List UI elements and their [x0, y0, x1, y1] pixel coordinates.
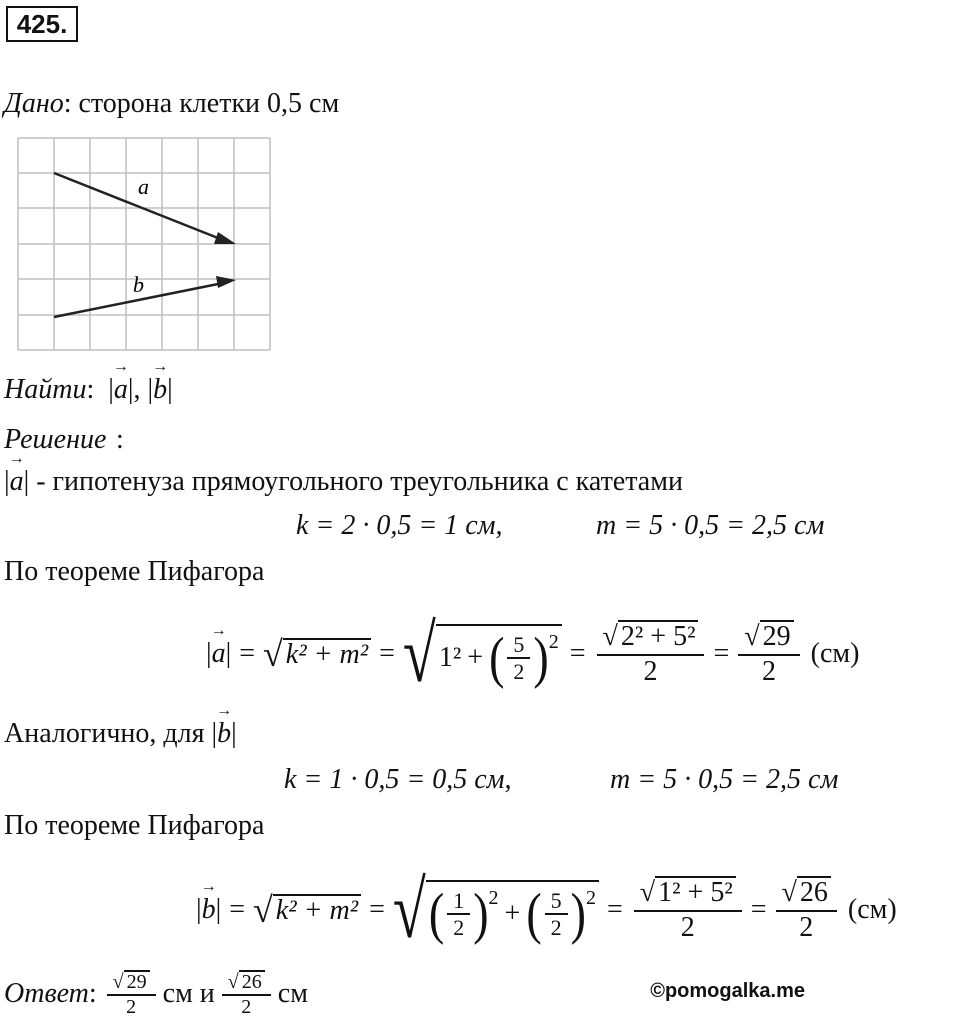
vector-grid-figure: [16, 136, 272, 352]
plus-a: +: [467, 642, 484, 674]
res-den-a: 2: [761, 655, 776, 687]
answer-unit1: см и: [162, 978, 215, 1009]
eq-b3: =: [606, 894, 623, 925]
eq-b2: =: [369, 894, 385, 925]
vector-a-arrowhead: [214, 232, 236, 244]
vec-b: → b: [153, 374, 167, 406]
one-sq: 1²: [438, 642, 462, 674]
vector-b-label: b: [133, 272, 144, 297]
sq-a: 2: [548, 630, 559, 653]
answer-unit2: см: [277, 978, 308, 1009]
rad-num-a: 2² + 5²: [618, 620, 699, 651]
solution-label: Решение: [4, 424, 107, 455]
frac-a-den: 2: [513, 659, 525, 684]
find-colon: :: [86, 374, 95, 405]
frac-a-num: 5: [507, 632, 530, 659]
res-num-b: 26: [797, 876, 831, 907]
eq-a2: =: [379, 638, 395, 669]
answer-num2: 26: [239, 970, 265, 993]
similarly-line: Аналогично, для |→ b|: [4, 718, 237, 750]
answer-line: Ответ : $\frac{√ 29}{2}$ см и $\frac{√ 26}{2}$ см: [4, 970, 308, 1018]
eq-a1: =: [239, 638, 256, 669]
den-a: 2: [643, 655, 658, 687]
res-num-a: 29: [760, 620, 794, 651]
formula-b: |→ b| = √ k² + m² = √ ( $\frac{1}{2}$ ) $^2$ + ( $\frac{5}{2}$ ) $^2$ = $\frac{\text{√ 1² + 5²}}{2}$ = $\frac{√ 26}{2}$ (см): [196, 860, 897, 960]
radical-b: ( $\frac{1}{2}$ ) $^2$ + ( $\frac{5}{2}$ ) $^2$: [426, 880, 599, 941]
eq-b4: =: [750, 894, 767, 925]
eq-b1: =: [229, 894, 246, 925]
vector-a-label: a: [138, 174, 149, 199]
kk-a: k² + m²: [283, 638, 371, 669]
plus-b: +: [504, 898, 521, 930]
find-label: Найти: [4, 374, 87, 405]
given-line: [4, 88, 339, 120]
hypotenuse-line: |→ a| - гипотенуза прямоугольного треугольника с катетами: [4, 466, 683, 498]
legs-a-m: m = 5 · 0,5 = 2,5 см: [596, 510, 825, 541]
pythagoras-a: По теореме Пифагора: [4, 556, 265, 587]
hypotenuse-text: - гипотенуза прямоугольного треугольника с катетами: [29, 466, 683, 497]
sq-b1: 2: [488, 886, 499, 909]
den-b: 2: [680, 911, 695, 943]
similarly-text: Аналогично, для: [4, 718, 205, 749]
answer-den2: 2: [241, 995, 252, 1018]
solution-colon: :: [116, 424, 124, 455]
vec-a: → a: [114, 374, 128, 406]
vector-b-arrowhead: [216, 276, 236, 288]
legs-a-k: k = 2 · 0,5 = 1 см,: [296, 510, 503, 541]
frac-b2-num: 5: [545, 888, 568, 915]
res-den-b: 2: [799, 911, 814, 943]
rad-num-b: 1² + 5²: [655, 876, 736, 907]
answer-num1: 29: [124, 970, 150, 993]
eq-a4: =: [713, 638, 730, 669]
problem-number: 425.: [6, 6, 78, 42]
frac-b1-num: 1: [447, 888, 470, 915]
legs-b-k: k = 1 · 0,5 = 0,5 см,: [284, 764, 512, 795]
answer-label: Ответ: [4, 978, 89, 1009]
formula-a: |→ a| = √ k² + m² = √ 1² + ( $\frac{5}{2}$ ) $^2$ = $\frac{\text{√ 2² + 5²}}{2}$ = $\frac{√ 29}{2}$ (см): [206, 604, 859, 704]
unit-a: (см): [810, 638, 860, 669]
answer-den1: 2: [126, 995, 137, 1018]
pythagoras-b: По теореме Пифагора: [4, 810, 265, 841]
frac-b1-den: 2: [453, 915, 465, 940]
legs-b-m: m = 5 · 0,5 = 2,5 см: [610, 764, 839, 795]
given-label: Дано: [4, 88, 64, 119]
eq-a3: =: [569, 638, 586, 669]
find-line: [4, 374, 173, 406]
frac-b2-den: 2: [550, 915, 562, 940]
answer-colon: :: [88, 978, 97, 1009]
given-text: : сторона клетки 0,5 см: [63, 88, 340, 119]
find-expression: |→ a|, |→ b|: [101, 374, 172, 405]
unit-b: (см): [847, 894, 897, 925]
radical-a: 1² + ( $\frac{5}{2}$ ) $^2$: [436, 624, 562, 685]
sq-b2: 2: [585, 886, 596, 909]
kk-b: k² + m²: [273, 894, 361, 925]
watermark: ©pomogalka.me: [650, 980, 805, 1002]
